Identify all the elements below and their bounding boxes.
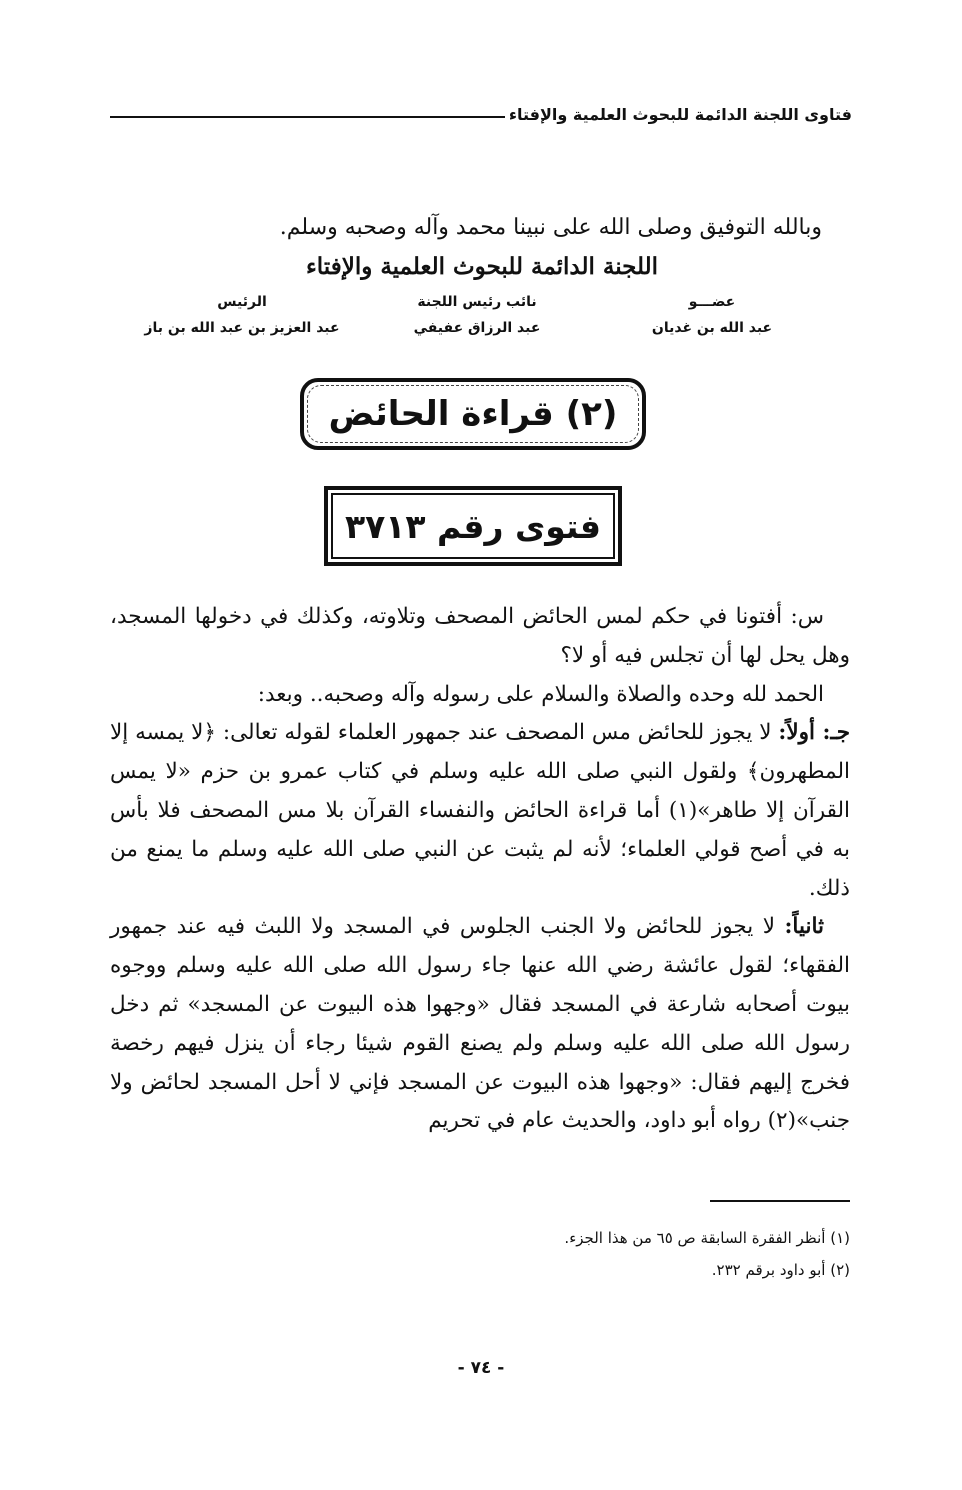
signatory-role: الرئيس [217,294,267,310]
signatory-name: عبد الرزاق عفيفي [413,320,541,336]
answer-first-paragraph [110,714,850,908]
page-number: - ٧٤ - [457,1358,505,1378]
signatory-role: نائب رئيس اللجنة [417,294,537,310]
signatory-role: عضـــو [688,294,736,310]
answer-second-text: لا يجوز للحائض ولا الجنب الجلوس في المسجد ولا اللبث فيه عند جمهور الفقهاء؛ لقول عائشة رضي الله عنها جاء رسول الله صلى الله عليه وسلم ووجوه بيوت أصحابه شارعة في المسجد فقال «وجهوا هذه البيوت عن المسجد» ثم دخل رسول الله صلى الله عليه وسلم ولم يصنع القوم شيئا رجاء أن ينزل فيهم رخصة فخرج إليهم فقال: «وجهوا هذه البيوت عن المسجد فإني لا أحل المسجد لحائض ولا جنب»(٢) رواه أبو داود، والحديث عام في تحريم [110,914,850,1134]
answer-lead: جـ: أولاً: [778,720,850,746]
section-title: (٢) قراءة الحائض [328,394,618,434]
answer-first-text: لا يجوز للحائض مس المصحف عند جمهور العلماء لقوله تعالى: ﴿لا يمسه إلا المطهرون﴾ ولقول النبي صلى الله عليه وسلم في كتاب عمرو بن حزم «لا يمس القرآن إلا طاهر»(١) أما قراءة الحائض والنفساء القرآن بلا مس المصحف فلا بأس به في أصح قولي العلماء؛ لأنه لم يثبت عن النبي صلى الله عليه وسلم ما يمنع من ذلك. [110,720,850,901]
footnotes [110,1222,850,1286]
opening-paragraph: الحمد لله وحده والصلاة والسلام على رسوله وآله وصحبه.. وبعد: [257,681,824,707]
answer-second-paragraph [110,908,850,1141]
signatories [142,290,812,350]
signatory-member [612,290,812,350]
question-paragraph: س: أفتونا في حكم لمس الحائض المصحف وتلاوته، وكذلك في دخولها المسجد، وهل يحل لها أن تجلس فيه أو لا؟ [110,604,850,668]
footnote-1: (١) أنظر الفقرة السابقة ص ٦٥ من هذا الجزء. [564,1229,850,1247]
committee-name: اللجنة الدائمة للبحوث العلمية والإفتاء [305,253,659,280]
second-lead: ثانياً: [784,914,824,940]
signatory-name: عبد الله بن غديان [651,320,773,336]
signatory-chairman [142,290,342,350]
closing-formula: وبالله التوفيق وصلى الله على نبينا محمد وآله وصحبه وسلم. [279,215,822,240]
fatwa-number-box [324,486,622,566]
running-header [110,92,852,128]
fatwa-body [110,598,850,1141]
signatory-vice-chairman [377,290,577,350]
footnote-rule [710,1200,850,1202]
section-title-box [300,378,646,450]
signatory-name: عبد العزيز بن عبد الله بن باز [144,320,340,336]
footnote-2: (٢) أبو داود برقم ٢٣٢. [711,1261,850,1279]
fatwa-number: فتوى رقم ٣٧١٣ [344,506,602,546]
header-rule [110,116,505,118]
running-title: فتاوى اللجنة الدائمة للبحوث العلمية والإفتاء [508,105,852,124]
